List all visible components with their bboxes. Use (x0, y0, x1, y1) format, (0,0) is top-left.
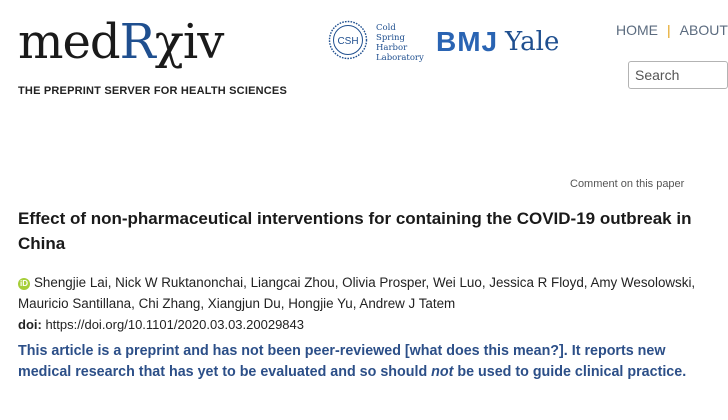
medrxiv-logo[interactable] (18, 16, 223, 68)
nav-about-link[interactable]: ABOUT (679, 22, 728, 38)
csh-seal-label: CSH (337, 36, 359, 47)
csh-line: Laboratory (376, 53, 424, 63)
doi-row (18, 317, 304, 332)
logo-xiv: χiv (154, 14, 224, 70)
authors-line-1[interactable]: Shengjie Lai, Nick W Ruktanonchai, Liangcai Zhou, Olivia Prosper, Wei Luo, Jessica R Floyd, Amy Wesolowski, (34, 275, 696, 290)
csh-wordmark[interactable] (376, 23, 424, 63)
nav-separator: | (667, 22, 671, 38)
notice-text-1: This article is a preprint and has not been peer-reviewed [what does this mean?]. It reports new medical research that has yet to be evaluated and so should (18, 343, 666, 380)
author-line (18, 272, 698, 293)
author-list (18, 272, 698, 314)
comment-link[interactable]: Comment on this paper (570, 178, 685, 190)
logo-r: R (119, 14, 155, 70)
tagline: THE PREPRINT SERVER FOR HEALTH SCIENCES (18, 85, 287, 97)
csh-line: Harbor (376, 43, 408, 53)
top-nav (616, 22, 728, 38)
search-input[interactable] (628, 61, 728, 89)
csh-seal-icon[interactable] (328, 20, 368, 60)
csh-line: Cold (376, 23, 396, 33)
author-line (18, 293, 698, 314)
preprint-notice (18, 341, 698, 383)
nav-home-link[interactable]: HOME (616, 22, 658, 38)
logo-med: med (18, 14, 120, 70)
csh-line: Spring (376, 33, 405, 43)
article-title: Effect of non-pharmaceutical interventions for containing the COVID-19 outbreak in China (18, 209, 692, 253)
authors-line-2[interactable]: Mauricio Santillana, Chi Zhang, Xiangjun Du, Hongjie Yu, Andrew J Tatem (18, 296, 456, 311)
bmj-logo[interactable]: BMJ (436, 26, 499, 57)
notice-text-2: be used to guide clinical practice. (453, 364, 687, 380)
yale-logo[interactable]: Yale (505, 27, 560, 57)
doi-label: doi: (18, 317, 42, 332)
notice-emphasis: not (431, 364, 454, 380)
doi-link[interactable]: https://doi.org/10.1101/2020.03.03.20029843 (45, 317, 304, 332)
orcid-icon[interactable]: iD (20, 279, 28, 288)
